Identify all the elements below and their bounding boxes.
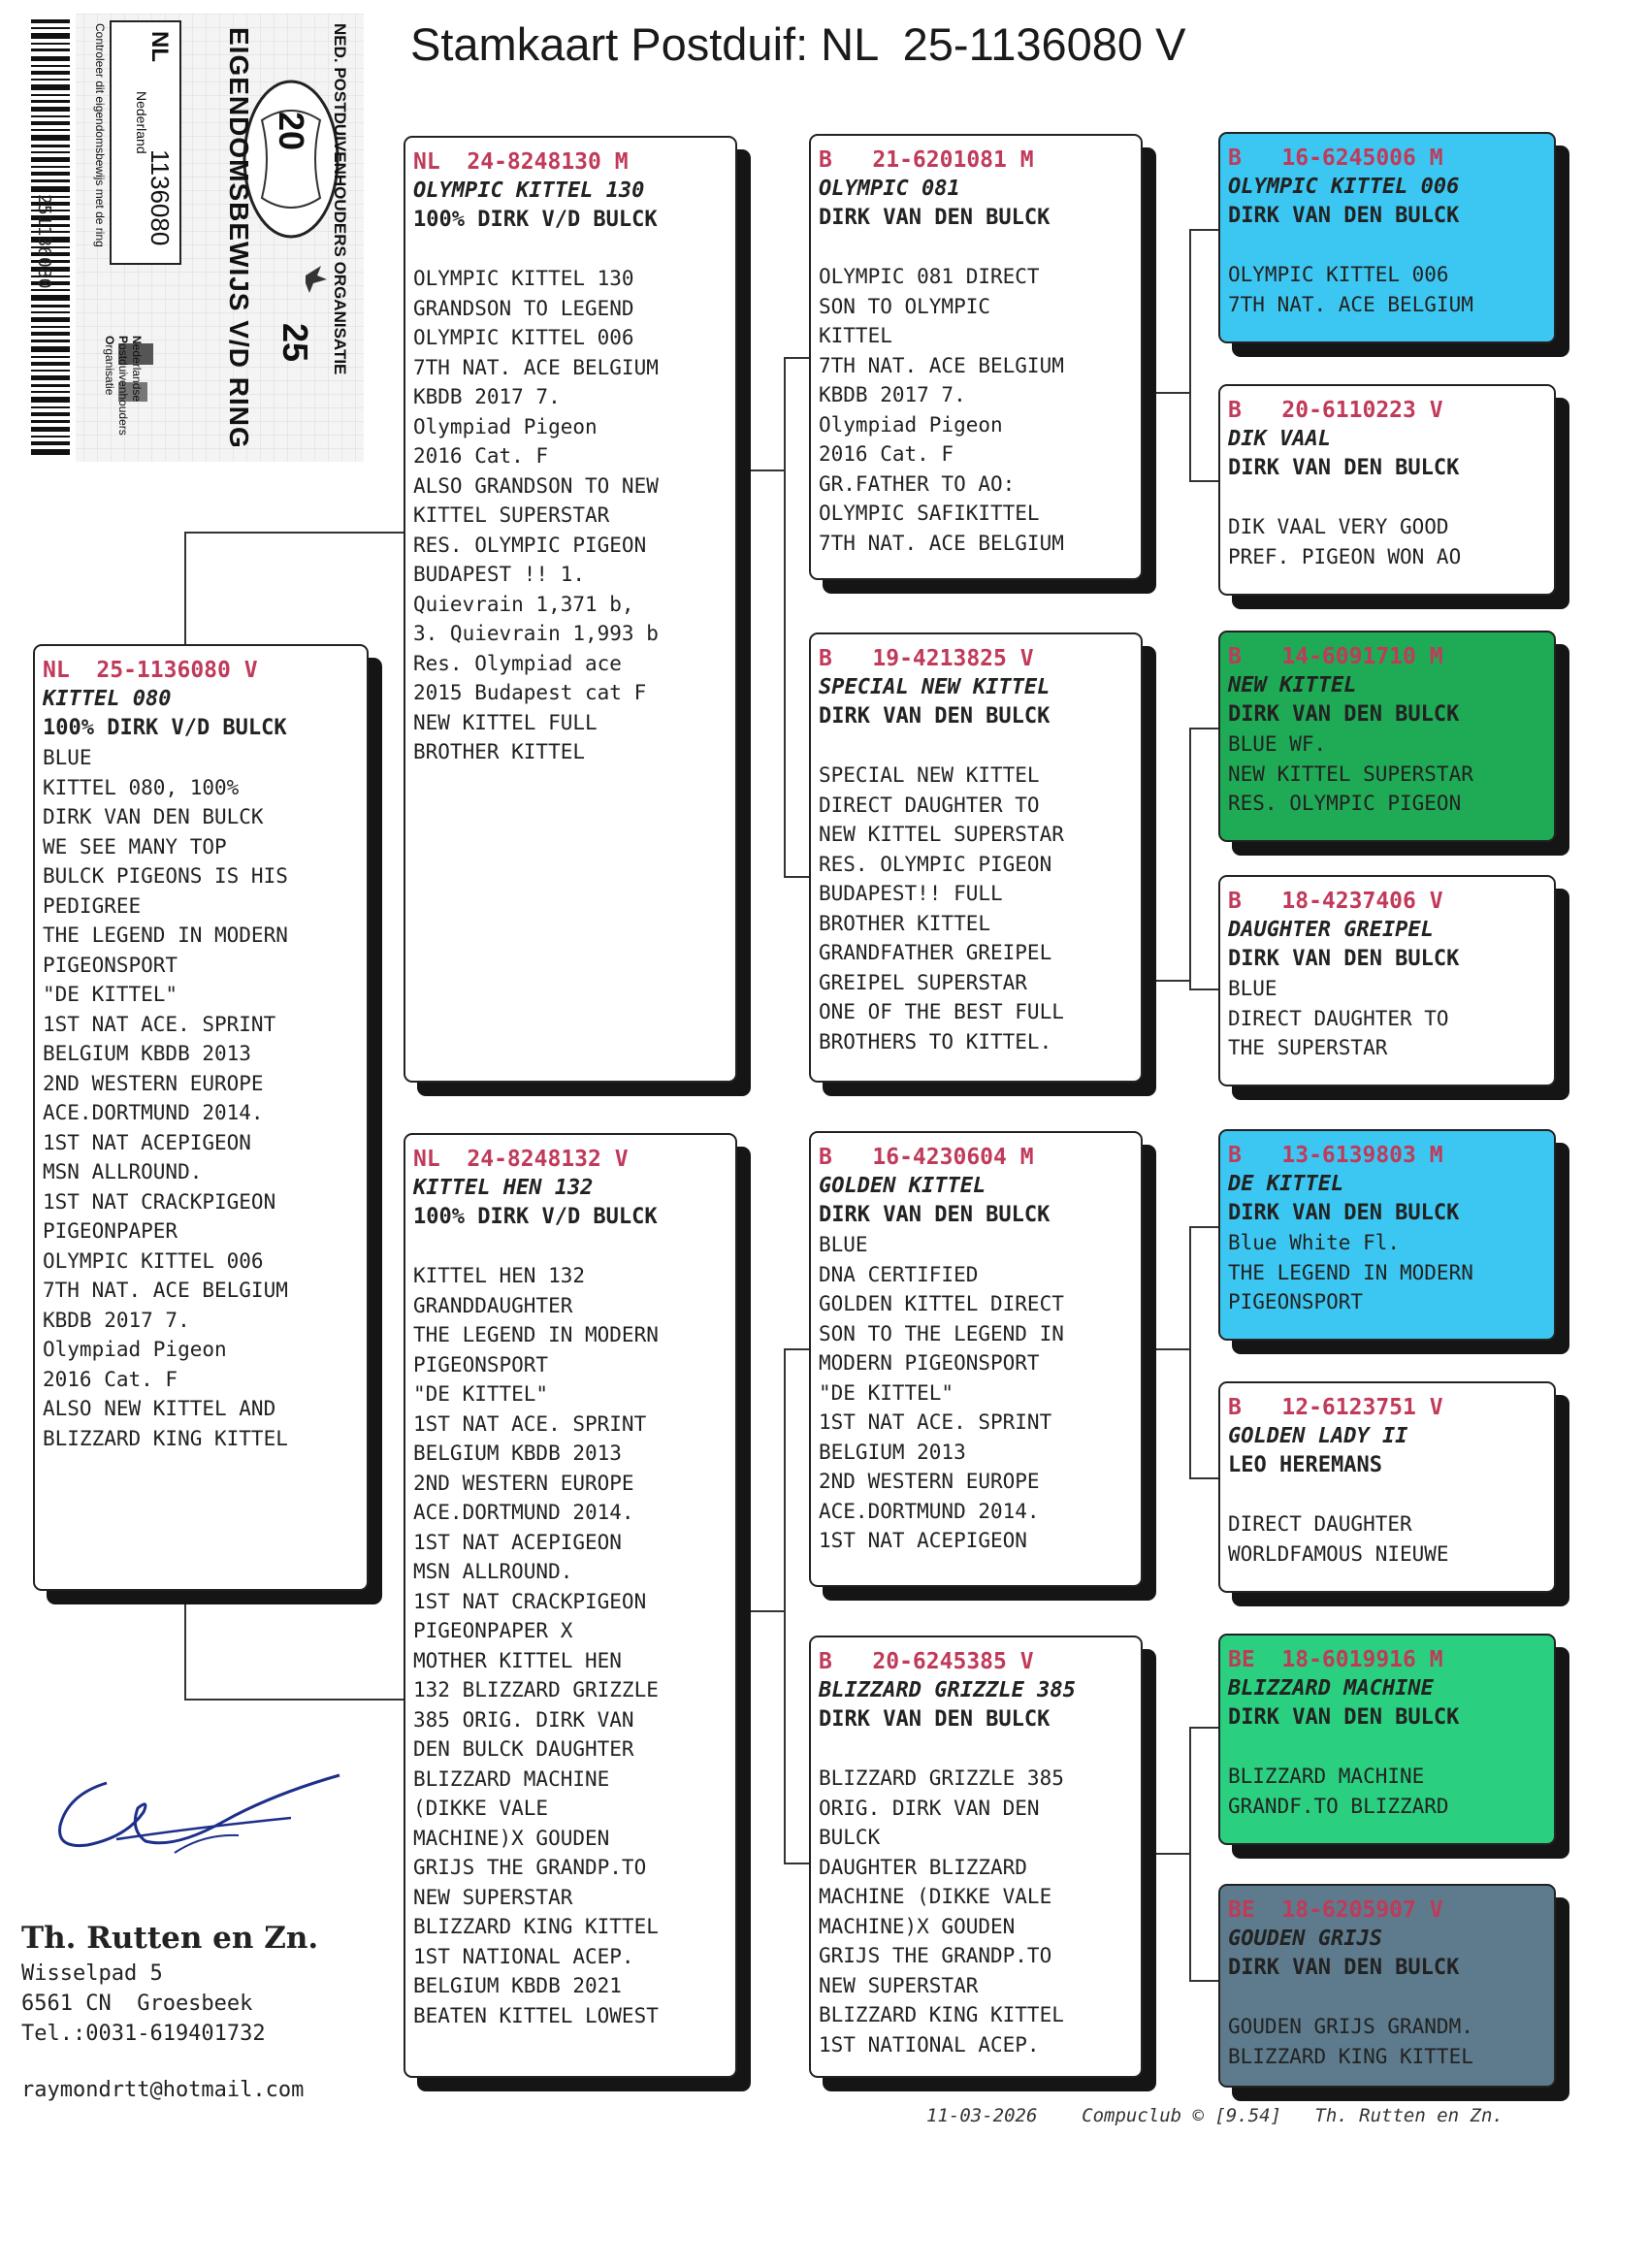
connector xyxy=(1189,1727,1218,1729)
note-line: ACE.DORTMUND 2014. xyxy=(819,1499,1040,1523)
ring-card-ring-number: 1136080 xyxy=(146,149,175,246)
spacer xyxy=(819,1734,1133,1764)
note-line: GRIJS THE GRANDP.TO xyxy=(413,1856,647,1879)
breeder: 100% DIRK V/D BULCK xyxy=(413,208,658,232)
ring-number: B 13-6139803 M xyxy=(1228,1143,1443,1168)
note-line: PIGEONPAPER xyxy=(43,1219,178,1243)
plumage-color: BLUE xyxy=(819,1233,868,1256)
note-line: 1ST NAT ACE. SPRINT xyxy=(819,1410,1052,1434)
owner-street: Wisselpad 5 xyxy=(21,1961,163,1986)
connector xyxy=(1189,728,1191,989)
note-line: NEW KITTEL SUPERSTAR xyxy=(1228,761,1473,786)
footer-date: 11-03-2026 xyxy=(926,2105,1038,2126)
note-line: GRIJS THE GRANDP.TO xyxy=(819,1944,1052,1967)
connector xyxy=(784,357,811,359)
note-line: 2ND WESTERN EUROPE xyxy=(819,1470,1040,1493)
connector xyxy=(184,1699,404,1701)
note-line: PREF. PIGEON WON AO xyxy=(1228,544,1462,568)
note-line: DIK VAAL VERY GOOD xyxy=(1228,515,1449,538)
ring-card-logo-p xyxy=(116,336,130,436)
note-line: OLYMPIC KITTEL 130 xyxy=(413,267,634,290)
connector xyxy=(1189,728,1218,729)
pigeon-name: BLIZZARD GRIZZLE 385 xyxy=(819,1678,1076,1702)
breeder: DIRK VAN DEN BULCK xyxy=(1228,456,1460,480)
note-line: PIGEONSPORT xyxy=(413,1352,549,1377)
pigeon-name: GOLDEN KITTEL xyxy=(819,1174,986,1198)
ring-card-heading: EIGENDOMSBEWIJS V/D RING xyxy=(224,27,254,449)
note-line: BELGIUM KBDB 2021 xyxy=(413,1974,622,1997)
ring-card-country-name: Nederland xyxy=(134,91,149,154)
breeder: LEO HEREMANS xyxy=(1228,1453,1382,1477)
pigeon-name: KITTEL 080 xyxy=(43,687,172,711)
note-line: ALSO GRANDSON TO NEW xyxy=(413,473,659,498)
note-line: 132 BLIZZARD GRIZZLE xyxy=(413,1678,659,1701)
pigeon-name: SPECIAL NEW KITTEL xyxy=(819,675,1051,699)
note-line: 7TH NAT. ACE BELGIUM xyxy=(413,355,659,379)
note-line: DAUGHTER BLIZZARD xyxy=(819,1855,1027,1879)
spacer xyxy=(1228,1733,1546,1762)
ring-number: B 18-4237406 V xyxy=(1228,889,1443,914)
pigeon-card-fmm xyxy=(1218,875,1556,1086)
note-line: KITTEL HEN 132 xyxy=(413,1264,586,1287)
note-line: (DIKKE VALE xyxy=(413,1797,549,1820)
note-line: Olympiad Pigeon xyxy=(43,1338,227,1361)
connector xyxy=(784,1348,811,1350)
connector xyxy=(784,1348,786,1863)
note-line: BELGIUM KBDB 2013 xyxy=(413,1442,622,1465)
note-line: BLUE WF. xyxy=(1228,732,1327,756)
note-line: DEN BULCK DAUGHTER xyxy=(413,1737,634,1761)
note-line: KBDB 2017 7. xyxy=(413,385,561,408)
note-line: GOLDEN KITTEL DIRECT xyxy=(819,1292,1064,1315)
ring-number: NL 25-1136080 V xyxy=(43,658,258,683)
note-line: THE LEGEND IN MODERN xyxy=(43,923,288,947)
note-line: 7TH NAT. ACE BELGIUM xyxy=(819,531,1064,555)
pigeon-card-ff xyxy=(809,134,1143,580)
note-line: Olympiad Pigeon xyxy=(413,414,598,438)
note-line: BLUE xyxy=(1228,977,1277,1000)
pigeon-card-mfm xyxy=(1218,1381,1556,1593)
pigeon-name: DAUGHTER GREIPEL xyxy=(1228,918,1434,942)
note-line: PIGEONSPORT xyxy=(1228,1290,1364,1313)
note-line: SPECIAL NEW KITTEL xyxy=(819,763,1040,787)
note-line: MSN ALLROUND. xyxy=(413,1560,573,1583)
note-line: Res. Olympiad ace xyxy=(413,651,622,675)
note-line: BLIZZARD MACHINE xyxy=(413,1766,610,1791)
breeder: DIRK VAN DEN BULCK xyxy=(1228,1956,1460,1980)
note-line: ORIG. DIRK VAN DEN xyxy=(819,1796,1040,1820)
pigeon-card-fmf xyxy=(1218,631,1556,842)
ring-number: B 16-6245006 M xyxy=(1228,146,1443,171)
ring-number: B 19-4213825 V xyxy=(819,646,1034,671)
ring-number: B 14-6091710 M xyxy=(1228,644,1443,669)
ring-number: B 20-6245385 V xyxy=(819,1649,1034,1674)
note-line: Olympiad Pigeon xyxy=(819,412,1003,437)
connector xyxy=(1150,980,1189,982)
breeder: DIRK VAN DEN BULCK xyxy=(819,1707,1051,1732)
ring-card-year-left: 20 xyxy=(272,111,312,151)
note-line: MOTHER KITTEL HEN xyxy=(413,1648,622,1672)
ring-card-logo-word-p: ostduivenhouders xyxy=(116,343,130,436)
note-line: KBDB 2017 7. xyxy=(43,1308,190,1332)
note-line: BLIZZARD GRIZZLE 385 xyxy=(819,1766,1064,1790)
note-line: ACE.DORTMUND 2014. xyxy=(413,1501,634,1524)
breeder: DIRK VAN DEN BULCK xyxy=(819,1203,1051,1227)
pigeon-card-subject xyxy=(33,644,369,1591)
pigeon-name: GOUDEN GRIJS xyxy=(1228,1927,1382,1951)
ring-number: NL 24-8248132 V xyxy=(413,1147,629,1172)
note-line: 1ST NAT ACE. SPRINT xyxy=(413,1411,647,1436)
spacer xyxy=(1228,231,1546,260)
note-line: 1ST NAT CRACKPIGEON xyxy=(413,1589,647,1613)
ring-card-logo-word-n: ederlandse xyxy=(130,343,144,403)
pigeon-name: OLYMPIC 081 xyxy=(819,177,960,201)
note-line: OLYMPIC SAFIKITTEL xyxy=(819,502,1040,525)
note-line: MACHINE (DIKKE VALE xyxy=(819,1885,1052,1908)
pigeon-name: DE KITTEL xyxy=(1228,1172,1344,1196)
pigeon-card-mother xyxy=(404,1133,737,2078)
note-line: ALSO NEW KITTEL AND xyxy=(43,1397,276,1420)
note-line: GREIPEL SUPERSTAR xyxy=(819,970,1027,994)
note-line: THE LEGEND IN MODERN xyxy=(413,1323,659,1346)
note-line: 1ST NAT ACEPIGEON xyxy=(413,1530,622,1554)
note-line: BLIZZARD MACHINE xyxy=(1228,1765,1425,1788)
note-line: NEW SUPERSTAR xyxy=(413,1885,573,1909)
spacer xyxy=(1228,1480,1546,1509)
pigeon-card-mmm xyxy=(1218,1884,1556,2088)
note-line: GRANDSON TO LEGEND xyxy=(413,296,634,320)
pigeon-card-mmf xyxy=(1218,1634,1556,1845)
note-line: MACHINE)X GOUDEN xyxy=(819,1914,1016,1938)
note-line: BLIZZARD KING KITTEL xyxy=(43,1426,288,1450)
note-line: OLYMPIC KITTEL 006 xyxy=(413,326,634,349)
owner-city: 6561 CN Groesbeek xyxy=(21,1992,253,2016)
note-line: SON TO THE LEGEND IN xyxy=(819,1321,1064,1345)
ring-card-logo-letter-o: O xyxy=(103,336,116,345)
breeder: DIRK VAN DEN BULCK xyxy=(1228,947,1460,971)
note-line: 1ST NAT ACE. SPRINT xyxy=(43,1012,276,1036)
note-line: "DE KITTEL" xyxy=(819,1380,954,1405)
ring-number: B 16-4230604 M xyxy=(819,1145,1034,1170)
ring-number: BE 18-6205907 V xyxy=(1228,1897,1443,1923)
note-line: 3. Quievrain 1,993 b xyxy=(413,622,659,645)
ring-number: BE 18-6019916 M xyxy=(1228,1647,1443,1672)
note-line: MACHINE)X GOUDEN xyxy=(413,1826,610,1850)
note-line: BROTHER KITTEL xyxy=(413,740,586,763)
ring-card-logo-letter-p: P xyxy=(116,336,130,344)
breeder: DIRK VAN DEN BULCK xyxy=(1228,702,1460,727)
note-line: BELGIUM KBDB 2013 xyxy=(43,1042,251,1065)
pigeon-name: OLYMPIC KITTEL 006 xyxy=(1228,175,1460,199)
connector xyxy=(1150,1853,1189,1855)
ring-number: NL 24-8248130 M xyxy=(413,149,629,175)
connector xyxy=(1189,1477,1218,1479)
note-line: 1ST NAT ACEPIGEON xyxy=(819,1529,1027,1552)
ring-card-logo-n xyxy=(130,336,144,402)
connector xyxy=(1150,1348,1189,1350)
note-line: THE SUPERSTAR xyxy=(1228,1036,1388,1059)
note-line: PEDIGREE xyxy=(43,893,142,918)
ring-card-graphic xyxy=(29,14,364,462)
note-line: BEATEN KITTEL LOWEST xyxy=(413,2003,659,2027)
note-line: 2016 Cat. F xyxy=(819,442,954,466)
note-line: BROTHER KITTEL xyxy=(819,911,991,935)
note-line: NEW KITTEL SUPERSTAR xyxy=(819,823,1064,846)
note-line: "DE KITTEL" xyxy=(413,1382,549,1406)
note-line: 1ST NAT ACEPIGEON xyxy=(43,1130,251,1154)
pigeon-card-ffm xyxy=(1218,384,1556,596)
note-line: OLYMPIC 081 DIRECT xyxy=(819,265,1040,288)
note-line: 2015 Budapest cat F xyxy=(413,681,647,704)
ring-card-logo-word-o: rganisatie xyxy=(103,344,116,396)
note-line: SON TO OLYMPIC xyxy=(819,294,991,318)
ring-number: B 12-6123751 V xyxy=(1228,1395,1443,1420)
note-line: WORLDFAMOUS NIEUWE xyxy=(1228,1541,1449,1566)
breeder: DIRK VAN DEN BULCK xyxy=(819,704,1051,729)
note-line: 7TH NAT. ACE BELGIUM xyxy=(43,1279,288,1302)
ring-ownership-card xyxy=(29,14,364,462)
note-line: KITTEL 080, 100% xyxy=(43,775,240,799)
pigeon-card-fm xyxy=(809,632,1143,1083)
connector xyxy=(1189,1226,1218,1228)
ring-number: B 20-6110223 V xyxy=(1228,398,1443,423)
note-line: RES. OLYMPIC PIGEON xyxy=(1228,792,1462,815)
note-line: PIGEONSPORT xyxy=(43,953,178,977)
note-line: 1ST NATIONAL ACEP. xyxy=(413,1944,634,1968)
note-line: GOUDEN GRIJS GRANDM. xyxy=(1228,2015,1473,2038)
note-line: Quievrain 1,371 b, xyxy=(413,592,634,616)
note-line: ONE OF THE BEST FULL xyxy=(819,1000,1064,1023)
note-line: BLIZZARD KING KITTEL xyxy=(1228,2044,1473,2068)
note-line: DIRK VAN DEN BULCK xyxy=(43,805,264,828)
ring-card-logo-o xyxy=(103,336,116,395)
footer-line xyxy=(926,2105,1504,2126)
note-line: GR.FATHER TO AO: xyxy=(819,471,1016,496)
note-line: BELGIUM 2013 xyxy=(819,1440,966,1464)
note-line: ACE.DORTMUND 2014. xyxy=(43,1101,264,1124)
connector xyxy=(745,1610,784,1612)
note-line: 2016 Cat. F xyxy=(43,1367,178,1391)
spacer xyxy=(413,235,728,264)
note-line: NEW SUPERSTAR xyxy=(819,1973,979,1997)
note-line: KITTEL SUPERSTAR xyxy=(413,503,610,527)
connector xyxy=(1189,988,1218,990)
note-line: THE LEGEND IN MODERN xyxy=(1228,1260,1473,1284)
note-line: 2ND WESTERN EUROPE xyxy=(43,1071,264,1095)
note-line: BULCK xyxy=(819,1826,881,1849)
note-line: DIRECT DAUGHTER TO xyxy=(1228,1006,1449,1030)
breeder: DIRK VAN DEN BULCK xyxy=(1228,1201,1460,1225)
connector xyxy=(1189,1226,1191,1478)
note-line: GRANDDAUGHTER xyxy=(413,1293,573,1317)
note-line: BLUE xyxy=(43,746,92,769)
connector xyxy=(1189,1980,1218,1982)
pigeon-name: BLIZZARD MACHINE xyxy=(1228,1676,1434,1701)
note-line: BUDAPEST !! 1. xyxy=(413,563,586,586)
note-line: BULCK PIGEONS IS HIS xyxy=(43,864,288,888)
ring-number: B 21-6201081 M xyxy=(819,147,1034,173)
note-line: DIRECT DAUGHTER xyxy=(1228,1512,1412,1536)
page-title: Stamkaart Postduif: NL 25-1136080 V xyxy=(410,18,1186,70)
ring-card-year-right: 25 xyxy=(275,322,316,363)
note-line: NEW KITTEL FULL xyxy=(413,710,598,734)
note-line: DIRECT DAUGHTER TO xyxy=(819,793,1040,817)
note-line: MODERN PIGEONSPORT xyxy=(819,1351,1040,1375)
connector xyxy=(1189,229,1191,481)
pigeon-name: OLYMPIC KITTEL 130 xyxy=(413,178,645,203)
pigeon-card-fff xyxy=(1218,132,1556,343)
note-line: "DE KITTEL" xyxy=(43,983,178,1006)
breeder: DIRK VAN DEN BULCK xyxy=(1228,1705,1460,1730)
spacer xyxy=(1228,483,1546,512)
breeder: DIRK VAN DEN BULCK xyxy=(819,206,1051,230)
pigeon-card-mff xyxy=(1218,1129,1556,1341)
spacer xyxy=(1228,1983,1546,2012)
ring-card-org-name: NED. POSTDUIVENHOUDERS ORGANISATIE xyxy=(331,23,349,375)
note-line: 385 ORIG. DIRK VAN xyxy=(413,1707,634,1732)
connector xyxy=(1189,229,1218,231)
note-line: RES. OLYMPIC PIGEON xyxy=(819,852,1052,876)
note-line: GRANDF.TO BLIZZARD xyxy=(1228,1794,1449,1818)
note-line: PIGEONPAPER X xyxy=(413,1619,573,1642)
note-line: OLYMPIC KITTEL 006 xyxy=(1228,263,1449,286)
pigeon-name: NEW KITTEL xyxy=(1228,673,1357,697)
breeder: DIRK VAN DEN BULCK xyxy=(1228,204,1460,228)
owner-email: raymondrtt@hotmail.com xyxy=(21,2078,305,2102)
note-line: 2016 Cat. F xyxy=(413,444,549,468)
connector xyxy=(1189,1727,1191,1981)
note-line: DNA CERTIFIED xyxy=(819,1262,979,1286)
pigeon-name: KITTEL HEN 132 xyxy=(413,1176,594,1200)
connector xyxy=(784,357,786,877)
connector xyxy=(784,1863,811,1864)
footer-owner: Th. Rutten en Zn. xyxy=(1314,2105,1504,2126)
ring-card-check-text: Controleer dit eigendomsbewijs met de ring xyxy=(93,23,107,247)
pigeon-card-mm xyxy=(809,1636,1143,2078)
ring-card-country: NL xyxy=(146,31,173,62)
note-line: OLYMPIC KITTEL 006 xyxy=(43,1248,264,1273)
owner-phone: Tel.:0031-619401732 xyxy=(21,2022,266,2046)
pigeon-name: DIK VAAL xyxy=(1228,427,1331,451)
note-line: WE SEE MANY TOP xyxy=(43,834,227,859)
connector xyxy=(184,532,186,648)
connector xyxy=(1189,480,1218,482)
ring-card-barcode-number: 251136080 xyxy=(34,194,54,289)
pigeon-card-father xyxy=(404,136,737,1083)
note-line: BROTHERS TO KITTEL. xyxy=(819,1029,1052,1053)
pigeon-name: GOLDEN LADY II xyxy=(1228,1424,1408,1448)
note-line: 2ND WESTERN EUROPE xyxy=(413,1471,634,1495)
connector xyxy=(745,470,784,471)
note-line: 1ST NAT CRACKPIGEON xyxy=(43,1189,276,1214)
note-line: RES. OLYMPIC PIGEON xyxy=(413,533,647,557)
note-line: GRANDFATHER GREIPEL xyxy=(819,941,1052,964)
spacer xyxy=(819,233,1133,262)
note-line: 1ST NATIONAL ACEP. xyxy=(819,2032,1040,2057)
signature xyxy=(48,1766,359,1872)
note-line: BLIZZARD KING KITTEL xyxy=(819,2003,1064,2026)
breeder: 100% DIRK V/D BULCK xyxy=(413,1205,658,1229)
ring-card-logo-letter-n: N xyxy=(130,336,144,344)
note-line: 7TH NAT. ACE BELGIUM xyxy=(819,353,1064,377)
note-line: BUDAPEST!! FULL xyxy=(819,882,1003,905)
footer-software: Compuclub © [9.54] xyxy=(1082,2105,1282,2126)
note-line: Blue White Fl. xyxy=(1228,1231,1401,1254)
note-line: KITTEL xyxy=(819,324,892,347)
note-line: 7TH NAT. ACE BELGIUM xyxy=(1228,292,1473,316)
connector xyxy=(184,532,404,534)
connector xyxy=(784,876,811,878)
spacer xyxy=(819,731,1133,761)
note-line: MSN ALLROUND. xyxy=(43,1160,203,1183)
breeder: 100% DIRK V/D BULCK xyxy=(43,716,287,740)
spacer xyxy=(413,1232,728,1261)
note-line: KBDB 2017 7. xyxy=(819,383,966,406)
note-line: BLIZZARD KING KITTEL xyxy=(413,1915,659,1938)
pigeon-card-mf xyxy=(809,1131,1143,1587)
owner-name: Th. Rutten en Zn. xyxy=(21,1921,319,1956)
connector xyxy=(1150,392,1189,394)
